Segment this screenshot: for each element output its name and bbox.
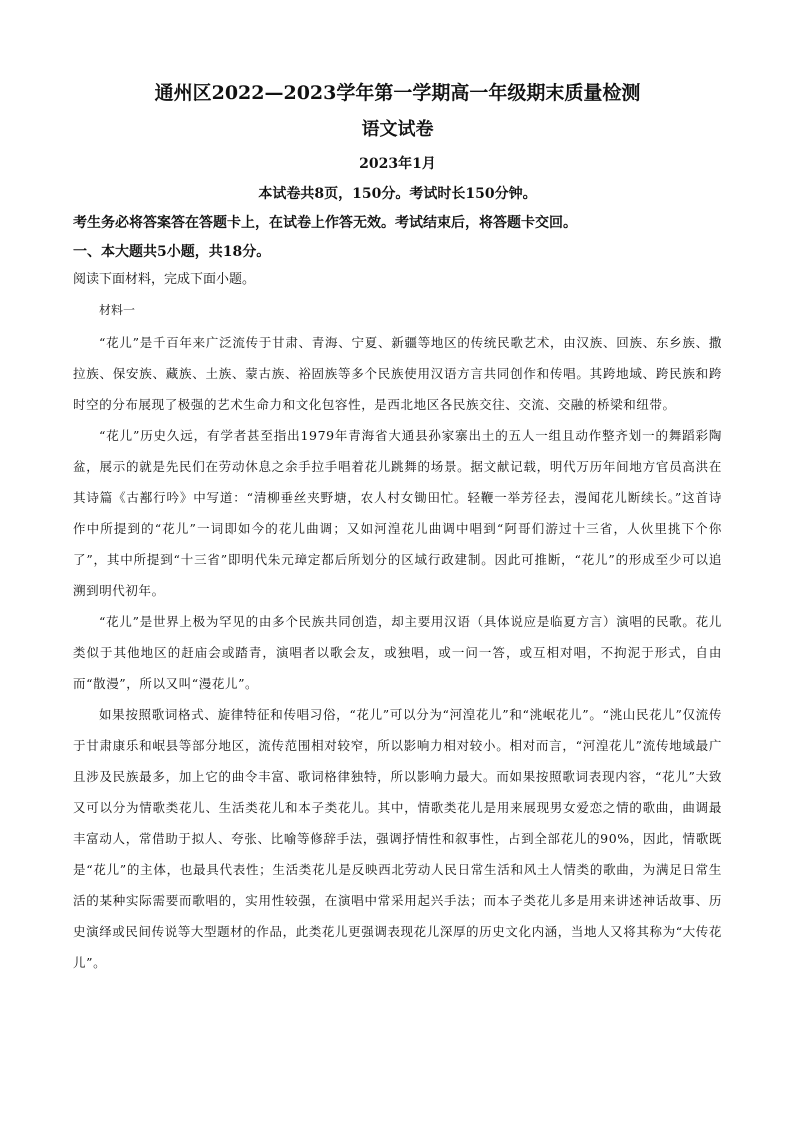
material-paragraph: “花儿”历史久远，有学者甚至指出1979年青海省大通县孙家寨出土的五人一组且动作整齐划一的舞蹈彩陶盆，展示的就是先民们在劳动休息之余手拉手唱着花儿跳舞的场景。据文献记载，明代万历年间地方官员高洪在其诗篇《古鄯行吟》中写道：“清柳垂丝夹野塘，农人村女锄田忙。轻鞭一举芳径去，漫闻花儿断续长。”这首诗作中所提到的“花儿”一词即如今的花儿曲调；又如河湟花儿曲调中唱到“阿哥们游过十三省，人伙里挑下个你了”，其中所提到“十三省”即明代朱元璋定都后所划分的区域行政建制。因此可推断，“花儿”的形成至少可以追溯到明代初年。 [73,428,722,598]
exam-info: 本试卷共8页，150分。考试时长150分钟。 [258,186,537,202]
exam-date: 2023年1月 [359,156,436,172]
section-instruction: 阅读下面材料，完成下面小题。 [73,272,256,287]
material-body [73,327,722,978]
exam-title: 通州区2022—2023学年第一学期高一年级期末质量检测 [154,82,641,104]
material-label: 材料一 [99,303,136,317]
material-paragraph: “花儿”是世界上极为罕见的由多个民族共同创造，却主要用汉语（具体说应是临夏方言）演唱的民歌。花儿类似于其他地区的赶庙会或踏青，演唱者以歌会友，或独唱，或一问一答，或互相对唱，不拘泥于形式，自由而“散漫”，所以又叫“漫花儿”。 [73,614,722,691]
exam-notice: 考生务必将答案答在答题卡上，在试卷上作答无效。考试结束后，将答题卡交回。 [73,215,577,231]
exam-subject: 语文试卷 [361,119,434,140]
material-paragraph: “花儿”是千百年来广泛流传于甘肃、青海、宁夏、新疆等地区的传统民歌艺术，由汉族、回族、东乡族、撒拉族、保安族、藏族、土族、蒙古族、裕固族等多个民族使用汉语方言共同创作和传唱。其跨地域、跨民族和跨时空的分布展现了极强的艺术生命力和文化包容性，是西北地区各民族交往、交流、交融的桥梁和纽带。 [73,335,722,412]
section-heading: 一、本大题共5小题，共18分。 [73,244,271,260]
material-paragraph: 如果按照歌词格式、旋律特征和传唱习俗，“花儿”可以分为“河湟花儿”和“洮岷花儿”。“洮山民花儿”仅流传于甘肃康乐和岷县等部分地区，流传范围相对较窄，所以影响力相对较小。相对而言，“河湟花儿”流传地域最广且涉及民族最多，加上它的曲令丰富、歌词格律独特，所以影响力最大。而如果按照歌词表现内容，“花儿”大致又可以分为情歌类花儿、生活类花儿和本子类花儿。其中，情歌类花儿是用来展现男女爱恋之情的歌曲，曲调最丰富动人，常借助于拟人、夸张、比喻等修辞手法，强调抒情性和叙事性，占到全部花儿的90%，因此，情歌既是“花儿”的主体，也最具代表性；生活类花儿是反映西北劳动人民日常生活和风土人情类的歌曲，为满足日常生活的某种实际需要而歌唱的，实用性较强，在演唱中常采用起兴手法；而本子类花儿多是用来讲述神话故事、历史演绎或民间传说等大型题材的作品，此类花儿更强调表现花儿深厚的历史文化内涵，当地人又将其称为“大传花儿”。 [73,707,722,970]
